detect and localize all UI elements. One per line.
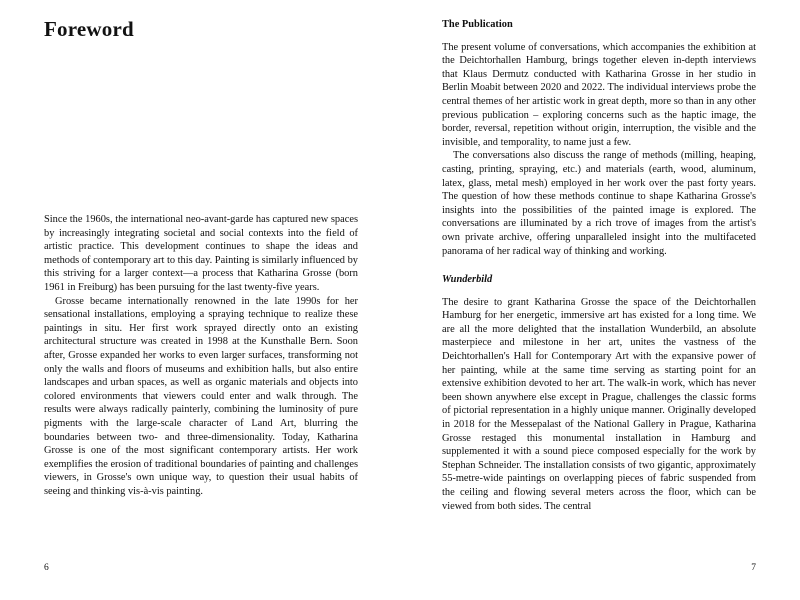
page-title-block (44, 18, 358, 41)
right-page (400, 0, 800, 600)
section-heading-publication: The Publication (442, 19, 513, 30)
folio-right: 7 (751, 563, 756, 573)
page-title: Foreword (44, 17, 134, 41)
folio-left: 6 (44, 563, 49, 573)
paragraph: The present volume of conversations, which accompanies the exhibition at the Deichtorhallen Hamburg, brings together eleven in-depth interviews that Klaus Dermutz conducted with Katharina Grosse in her studio in Berlin Moabit between 2020 and 2022. The individual interviews probe the central themes of her artistic work in great depth, more so than in any other previous publication – exploring concerns such as the haptic image, the border, reversal, repetition without origin, interruption, the visible and the invisible, and temporality, to name just a few. (442, 41, 756, 148)
spacer (442, 258, 756, 273)
paragraph: The desire to grant Katharina Grosse the space of the Deichtorhallen Hamburg for her energetic, immersive art has existed for a long time. We are all the more delighted that the installation Wunderbild, an absolute masterpiece and milestone in her art, unites the vastness of the Deichtorhallen's Hall for Contemporary Art with the expansive power of her painting, while at the same time serving as starting point for an extensive exhibition devoted to her art. The walk-in work, which has never been shown anywhere else except in Prague, challenges the classic forms of pictorial representation in a highly unique manner. Originally developed in 2018 for the Messepalast of the National Gallery in Prague, Katharina Grosse restaged this monumental installation in Hamburg and supplemented it with a sound piece composed especially for the work by Stephan Schneider. The installation consists of two gigantic, approximately 55-metre-wide paintings on overlapping pieces of fabric suspended from the ceiling and flowing several meters across the floor, which can be viewed from both sides. The central (442, 296, 756, 512)
right-page-body (442, 18, 756, 513)
paragraph: Since the 1960s, the international neo-avant-garde has captured new spaces by increasingly integrating societal and social contexts into the field of artistic practice. This development continues to shape the ideas and methods of contemporary art to this day. Painting is similarly influenced by this striving for a larger context—a process that Katharina Grosse (born 1961 in Freiburg) has been pursuing for the last twenty-five years. (44, 214, 358, 293)
left-page-body (44, 213, 358, 498)
section-heading-wunderbild: Wunderbild (442, 274, 493, 286)
paragraph: The conversations also discuss the range of methods (milling, heaping, casting, printing, spraying, etc.) and materials (earth, wood, aluminum, latex, glass, metal mesh) employed in her work over the past forty years. The question of how these methods continue to shape Katharina Grosse's insights into the possibilities of the painted image is explored. The conversations are illuminated by a rich trove of images from the artist's own private archive, offering unparalleled insight into the multifaceted panorama of her radical way of thinking and working. (442, 150, 756, 257)
paragraph: Grosse became internationally renowned in the late 1990s for her sensational installations, employing a spraying technique to realize these paintings in situ. Her first work sprayed directly onto an existing architectural structure was created in 1998 at the Kunsthalle Bern. Soon after, Grosse expanded her works to even larger surfaces, transforming not only the walls and floors of museums and exhibition halls, but also entire landscapes and urban spaces, as well as organic materials and objects into colored environments that viewers could enter and walk through. The results were always radically painterly, combining the luminosity of pure pigments with the large-scale character of Land Art, blurring the boundaries between two- and three-dimensionality. Today, Katharina Grosse is one of the most significant contemporary artists. Her work exemplifies the erosion of traditional boundaries of painting and challenges viewers, in Grosse's own unique way, to question their usual habits of seeing and thinking vis-à-vis painting. (44, 295, 358, 497)
spacer (442, 287, 756, 296)
spacer (442, 32, 756, 41)
